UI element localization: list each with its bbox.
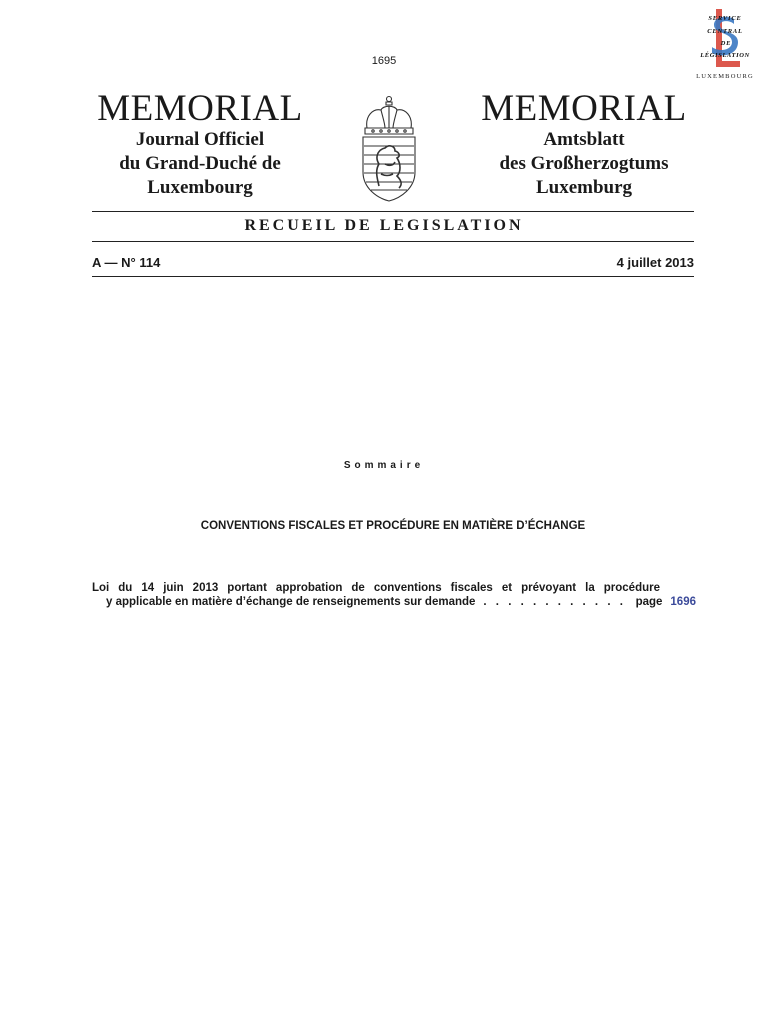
masthead-rule-middle: [92, 241, 694, 242]
coat-of-arms-icon: [355, 94, 423, 204]
coat-of-arms: [355, 94, 423, 204]
masthead-subtitle-right-2: des Großherzogtums: [499, 153, 669, 174]
collection-title: RECUEIL DE LEGISLATION: [244, 217, 524, 234]
scl-logo: [692, 5, 758, 83]
masthead-rule-bottom: [92, 276, 694, 277]
masthead-left: [90, 90, 310, 200]
masthead-subtitle-left-2: du Grand-Duché de: [119, 153, 281, 174]
toc-entry-line-2: [92, 595, 696, 609]
issue-date: 4 juillet 2013: [616, 255, 694, 270]
scl-logo-line-4: LÉGISLATION: [700, 52, 750, 59]
masthead-rule-top: [92, 211, 694, 212]
toc-entry: [92, 581, 696, 609]
section-heading: CONVENTIONS FISCALES ET PROCÉDURE EN MATIÈRE D’ÉCHANGE: [200, 520, 586, 532]
scl-logo-line-2: CENTRAL: [707, 28, 743, 35]
summary-heading: Sommaire: [343, 460, 425, 471]
scl-logo-line-1: SERVICE: [708, 15, 742, 22]
toc-dot-leader: . . . . . . . . . . . .: [483, 596, 626, 608]
scl-logo-line-3: DE: [720, 40, 732, 47]
scl-logo-icon: [692, 5, 758, 73]
masthead-title-right: MEMORIAL: [481, 88, 687, 129]
toc-entry-line-2-text: y applicable en matière d’échange de renseignements sur demande: [106, 596, 476, 608]
masthead-title-left: MEMORIAL: [97, 88, 303, 129]
masthead-subtitle-left-3: Luxembourg: [147, 177, 253, 198]
issue-number: A — N° 114: [92, 255, 161, 270]
toc-page-link[interactable]: 1696: [670, 596, 696, 608]
toc-page-label: page: [635, 596, 663, 608]
masthead-right: [474, 90, 694, 200]
masthead-subtitle-right-3: Luxemburg: [535, 177, 633, 198]
masthead-subtitle-left-1: Journal Officiel: [135, 129, 265, 150]
page-number: 1695: [371, 55, 397, 67]
masthead-subtitle-right-1: Amtsblatt: [543, 129, 625, 150]
toc-entry-line-1: Loi du 14 juin 2013 portant approbation de conventions fiscales et prévoyant la procédure: [92, 582, 660, 594]
scl-logo-city: LUXEMBOURG: [696, 73, 754, 80]
